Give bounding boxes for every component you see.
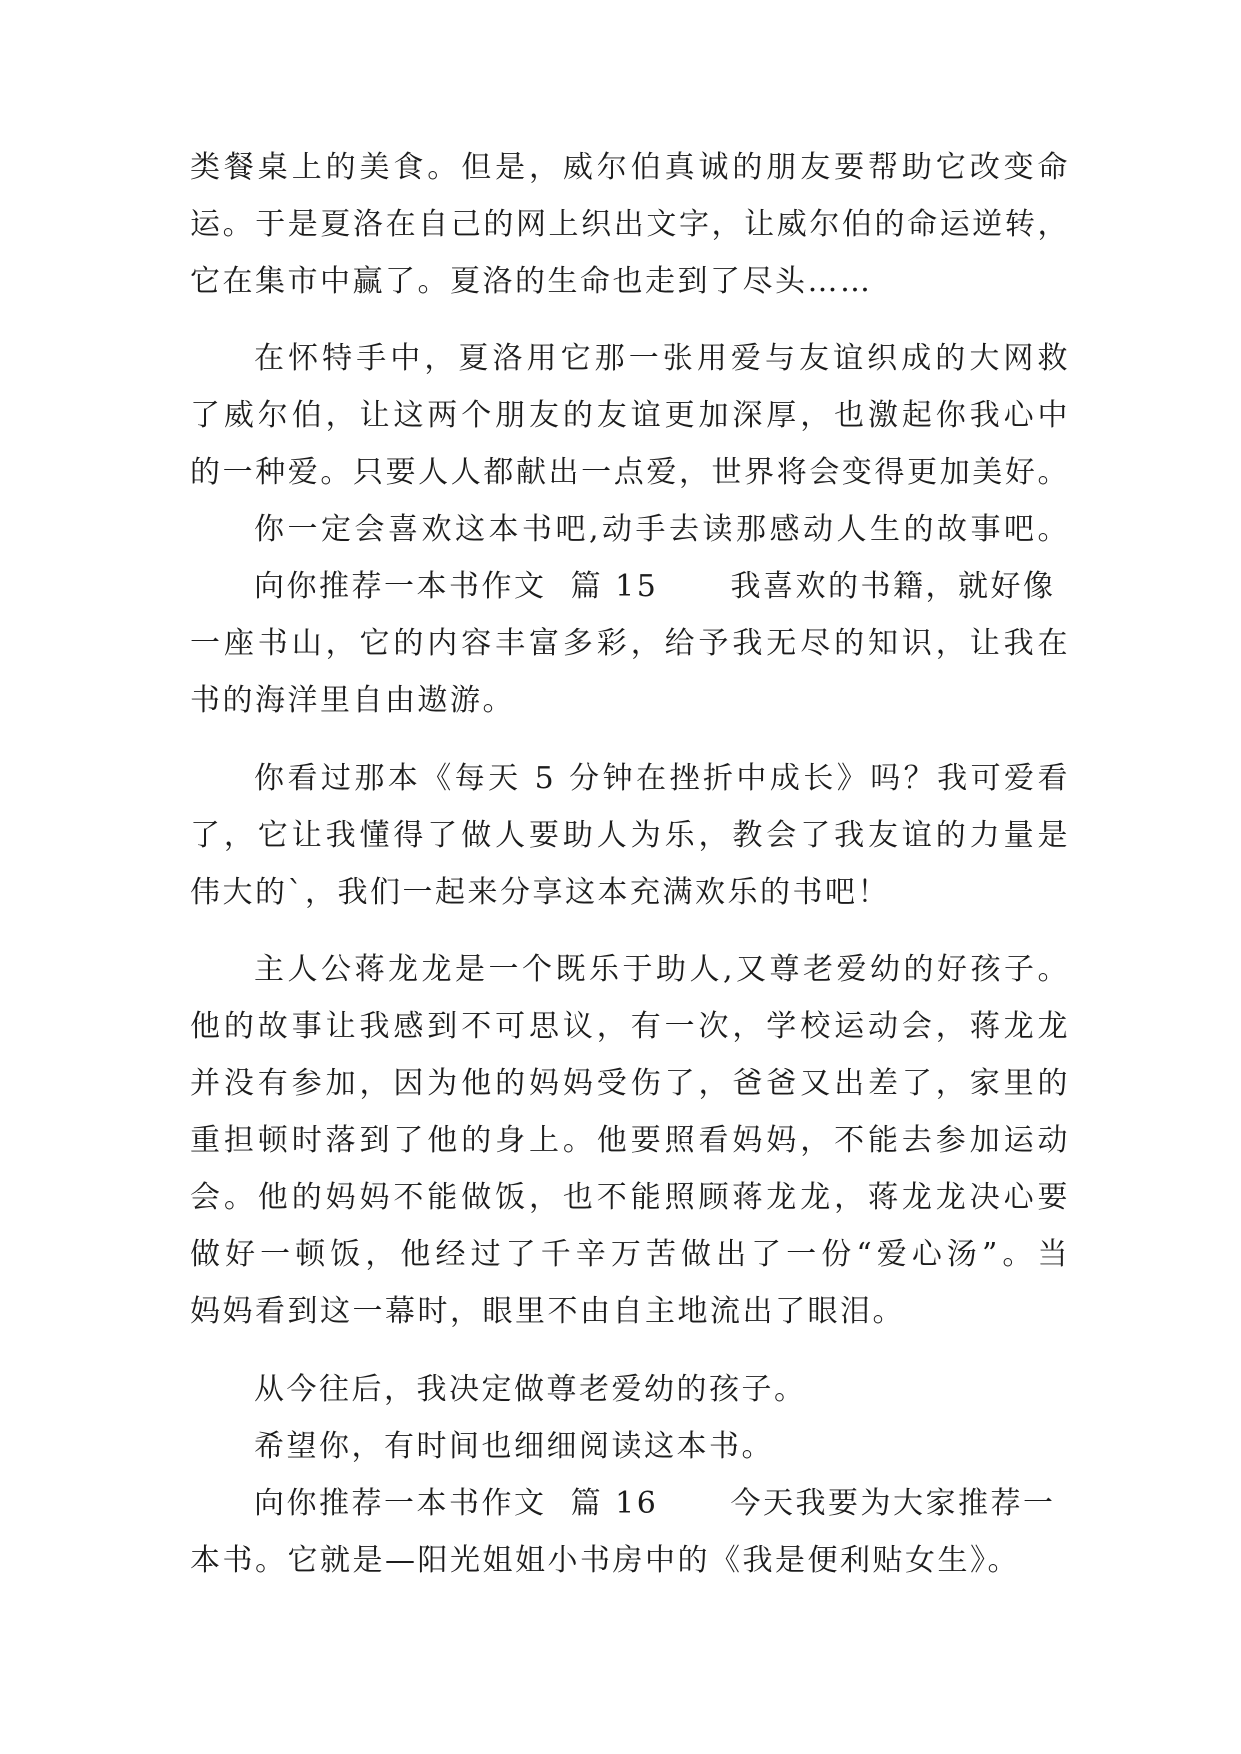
text-line: 希望你，有时间也细细阅读这本书。 (254, 1429, 774, 1464)
text-line: 主人公蒋龙龙是一个既乐于助人,又尊老爱幼的好孩子。 (254, 952, 1070, 987)
text-line: 你一定会喜欢这本书吧,动手去读那感动人生的故事吧。 (254, 512, 1070, 547)
text-line: 重担顿时落到了他的身上。他要照看妈妈，不能去参加运动 (190, 1123, 1070, 1158)
text-line: 会。他的妈妈不能做饭，也不能照顾蒋龙龙，蒋龙龙决心要 (190, 1180, 1070, 1215)
text-line: 的一种爱。只要人人都献出一点爱，世界将会变得更加美好。 (190, 455, 1070, 490)
text-line: 伟大的`，我们一起来分享这本充满欢乐的书吧！ (190, 875, 890, 910)
text-line: 妈妈看到这一幕时，眼里不由自主地流出了眼泪。 (190, 1294, 905, 1329)
text-line: 了威尔伯，让这两个朋友的友谊更加深厚，也激起你我心中 (190, 398, 1070, 433)
text-line: 书的海洋里自由遨游。 (190, 683, 515, 718)
text-line: 本书。它就是—阳光姐姐小书房中的《我是便利贴女生》。 (190, 1543, 1020, 1578)
text-line: 一座书山，它的内容丰富多彩，给予我无尽的知识，让我在 (190, 626, 1070, 661)
text-line: 类餐桌上的美食。但是，威尔伯真诚的朋友要帮助它改变命 (190, 150, 1070, 185)
text-line: 在怀特手中，夏洛用它那一张用爱与友谊织成的大网救 (254, 341, 1070, 376)
text-line: 做好一顿饭，他经过了千辛万苦做出了一份“爱心汤”。当 (190, 1237, 1070, 1272)
text-line: 从今往后，我决定做尊老爱幼的孩子。 (254, 1372, 807, 1407)
text-line: 你看过那本《每天 5 分钟在挫折中成长》吗？我可爱看 (254, 761, 1070, 796)
text-line: 它在集市中赢了。夏洛的生命也走到了尽头…… (190, 264, 873, 299)
text-line: 向你推荐一本书作文 篇 16 今天我要为大家推荐一 (254, 1486, 1056, 1521)
text-line: 他的故事让我感到不可思议，有一次，学校运动会，蒋龙龙 (190, 1009, 1070, 1044)
text-line: 并没有参加，因为他的妈妈受伤了，爸爸又出差了，家里的 (190, 1066, 1070, 1101)
text-line: 运。于是夏洛在自己的网上织出文字，让威尔伯的命运逆转， (190, 207, 1070, 242)
text-line: 向你推荐一本书作文 篇 15 我喜欢的书籍，就好像 (254, 569, 1056, 604)
text-line: 了，它让我懂得了做人要助人为乐，教会了我友谊的力量是 (190, 818, 1070, 853)
